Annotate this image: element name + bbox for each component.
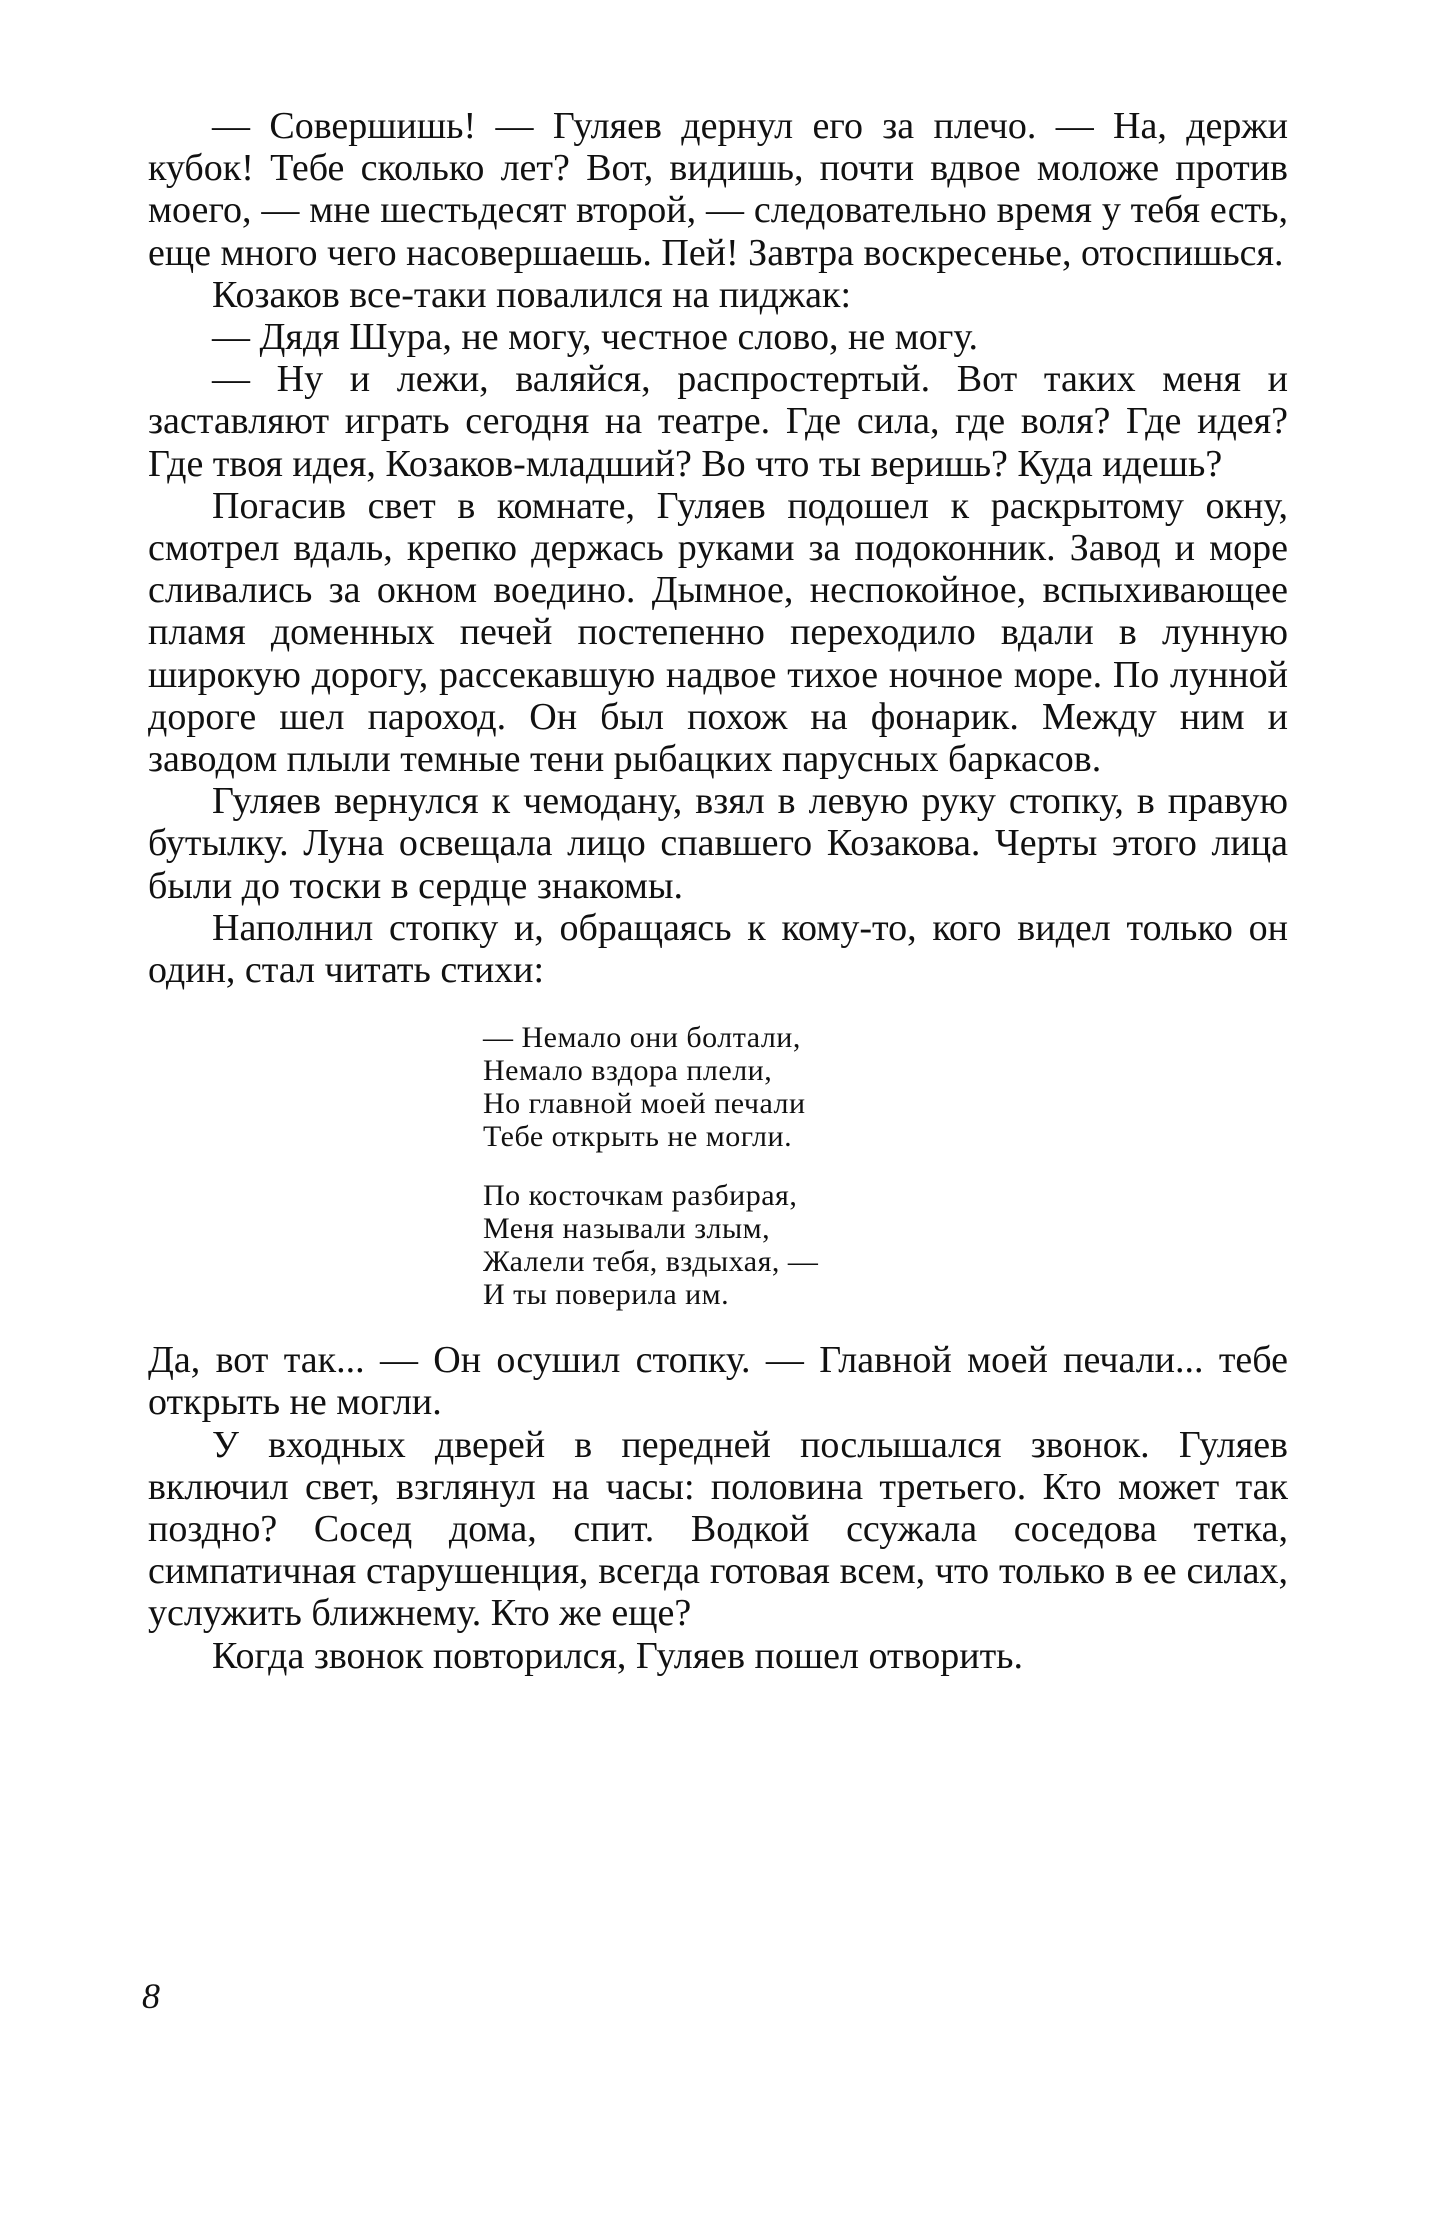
paragraph: Когда звонок повторился, Гуляев пошел отворить. — [212, 1634, 1024, 1677]
body-text — [148, 105, 1288, 1677]
poem-line: По косточкам разбирая, — [483, 1179, 798, 1213]
paragraph: — Совершишь! — Гуляев дернул его за плечо. — На, держи кубок! Тебе сколько лет? Вот, видишь, почти вдвое моложе против моего, — мне шестьдесят второй, — следовательно время у тебя есть, еще много чего насовершаешь. Пей! Завтра воскресенье, отоспишься. — [148, 105, 1288, 274]
poem-line: Немало вздора плели, — [483, 1054, 773, 1088]
poem-stanza — [483, 1021, 1288, 1153]
poem-line: — Немало они болтали, — [483, 1021, 801, 1055]
paragraph: — Ну и лежи, валяйся, распростертый. Вот таких меня и заставляют играть сегодня на театре. Где сила, где воля? Где идея? Где твоя идея, Козаков-младший? Во что ты веришь? Куда идешь? — [148, 358, 1288, 485]
paragraph: Козаков все-таки повалился на пиджак: — [212, 273, 852, 316]
paragraph: У входных дверей в передней послышался звонок. Гуляев включил свет, взглянул на часы: половина третьего. Кто может так поздно? Сосед дома, спит. Водкой ссужала соседова тетка, симпатичная старушенция, всегда готовая всем, что только в ее силах, услужить ближнему. Кто же еще? — [148, 1423, 1288, 1635]
page-number: 8 — [142, 1976, 160, 2016]
paragraph: Наполнил стопку и, обращаясь к кому-то, кого видел только он один, стал читать стихи: — [148, 906, 1288, 992]
paragraph: — Дядя Шура, не могу, честное слово, не могу. — [212, 316, 979, 359]
poem-line: Жалели тебя, вздыхая, — — [483, 1245, 819, 1279]
poem-line: Меня называли злым, — [483, 1212, 771, 1246]
poem-stanza — [483, 1179, 1288, 1311]
paragraph-continuation: Да, вот так... — Он осушил стопку. — Главной моей печали... тебе открыть не могли. — [148, 1339, 1288, 1424]
poem-line: Тебе открыть не могли. — [483, 1120, 793, 1154]
poem-line: Но главной моей печали — [483, 1087, 806, 1121]
paragraph: Гуляев вернулся к чемодану, взял в левую руку стопку, в правую бутылку. Луна освещала лицо спавшего Козакова. Черты этого лица были до тоски в сердце знакомы. — [148, 780, 1288, 907]
poem — [483, 1021, 1288, 1311]
paragraph: Погасив свет в комнате, Гуляев подошел к раскрытому окну, смотрел вдаль, крепко держась руками за подоконник. Завод и море сливались за окном воедино. Дымное, неспокойное, вспыхивающее пламя доменных печей постепенно переходило вдали в лунную широкую дорогу, рассекавшую надвое тихое ночное море. По лунной дороге шел пароход. Он был похож на фонарик. Между ним и заводом плыли темные тени рыбацких парусных баркасов. — [148, 484, 1288, 781]
poem-line: И ты поверила им. — [483, 1278, 730, 1312]
